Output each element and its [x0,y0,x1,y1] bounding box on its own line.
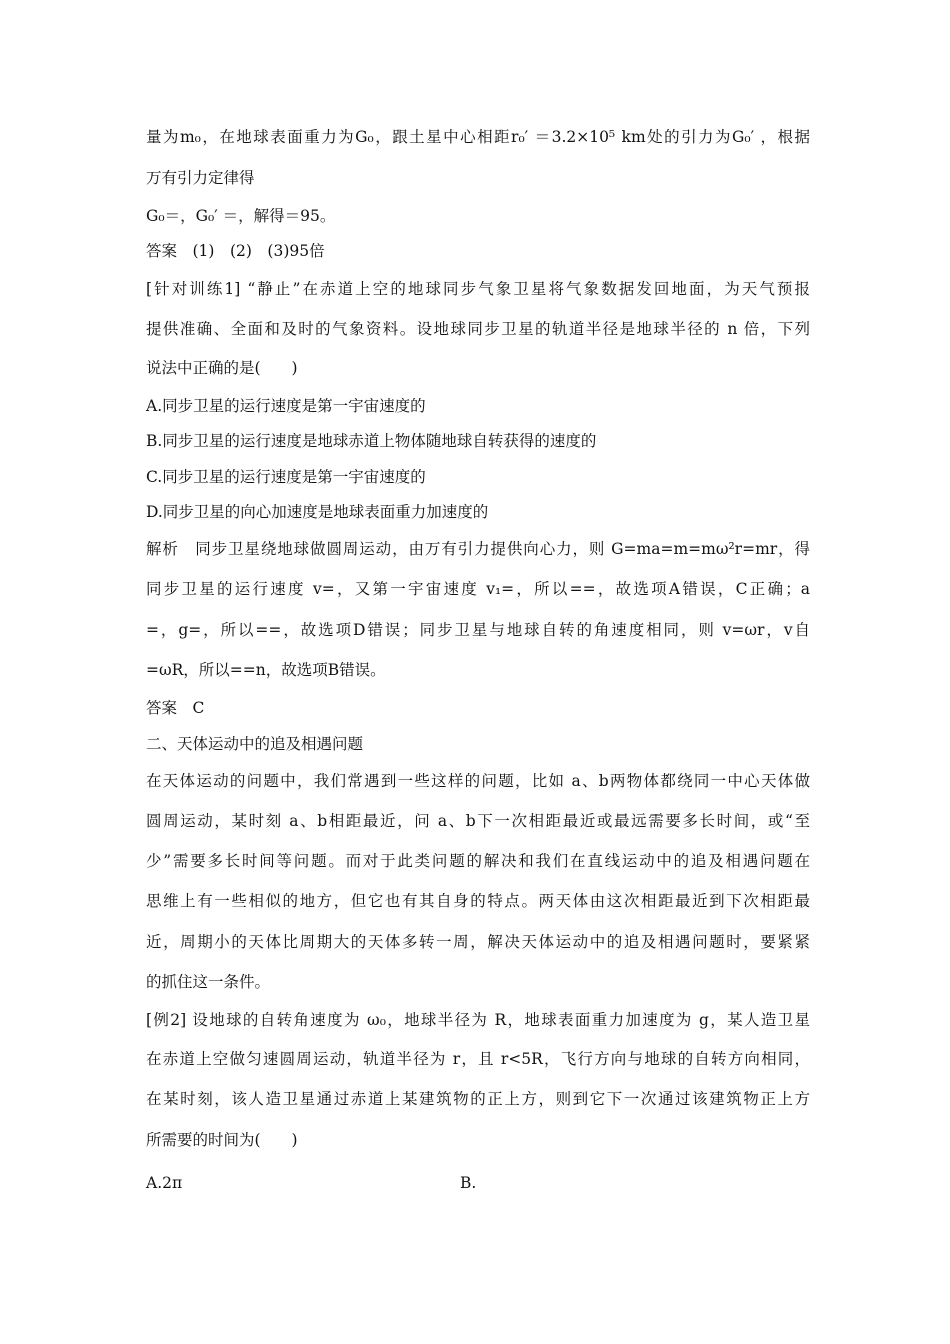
option-a: A.同步卫星的运行速度是第一宇宙速度的 [146,397,426,415]
analysis-line: 解析 同步卫星绕地球做圆周运动，由万有引力提供向心力，则 G=ma=m=mω²r=mr，得 [146,540,810,558]
choice-b: B. [460,1174,477,1192]
paragraph-line: 思维上有一些相似的地方，但它也有其自身的特点。两天体由这次相距最近到下次相距最 [146,892,810,910]
answer-line: 答案 C [146,699,205,717]
analysis-line: =，g=，所以==，故选项D错误；同步卫星与地球自转的角速度相同，则 v=ωr，v自 [146,621,810,639]
example-line: 在某时刻，该人造卫星通过赤道上某建筑物的正上方，则到它下一次通过该建筑物正上方 [146,1090,810,1108]
paragraph-line: 少”需要多长时间等问题。而对于此类问题的解决和我们在直线运动中的追及相遇问题在 [146,852,810,870]
example-line: 在赤道上空做匀速圆周运动，轨道半径为 r，且 r<5R，飞行方向与地球的自转方向相同， [146,1050,810,1068]
paragraph-line: 圆周运动，某时刻 a、b相距最近，问 a、b下一次相距最近或最远需要多长时间，或“至 [146,812,810,830]
option-c: C.同步卫星的运行速度是第一宇宙速度的 [146,468,426,486]
paragraph-line: 的抓住这一条件。 [146,973,271,991]
paragraph-line: 近，周期小的天体比周期大的天体多转一周，解决天体运动中的追及相遇问题时，要紧紧 [146,933,810,951]
exercise-heading: [针对训练1] “静止”在赤道上空的地球同步气象卫星将气象数据发回地面，为天气预报 [146,280,810,298]
analysis-line: =ωR，所以==n，故选项B错误。 [146,661,386,679]
option-b: B.同步卫星的运行速度是地球赤道上物体随地球自转获得的速度的 [146,432,597,450]
example-line: 所需要的时间为( ) [146,1131,298,1149]
choice-a: A.2π [146,1174,183,1192]
text-line: 量为m₀，在地球表面重力为G₀，跟土星中心相距r₀′ ＝3.2×10⁵ km处的引力为G₀′ ，根据 [146,128,810,146]
answer-line: 答案 (1) (2) (3)95倍 [146,242,325,260]
formula-line: G₀＝，G₀′ ＝，解得＝95。 [146,207,336,225]
section-heading: 二、天体运动中的追及相遇问题 [146,735,364,753]
option-d: D.同步卫星的向心加速度是地球表面重力加速度的 [146,503,489,521]
analysis-line: 同步卫星的运行速度 v=，又第一宇宙速度 v₁=，所以==，故选项A错误，C正确；a [146,580,810,598]
text-line: 说法中正确的是( ) [146,359,298,377]
text-line: 提供准确、全面和及时的气象资料。设地球同步卫星的轨道半径是地球半径的 n 倍，下列 [146,320,810,338]
text-line: 万有引力定律得 [146,169,255,187]
paragraph-line: 在天体运动的问题中，我们常遇到一些这样的问题，比如 a、b两物体都绕同一中心天体做 [146,772,810,790]
example-heading: [例2] 设地球的自转角速度为 ω₀，地球半径为 R，地球表面重力加速度为 g，某人造卫星 [146,1011,810,1029]
